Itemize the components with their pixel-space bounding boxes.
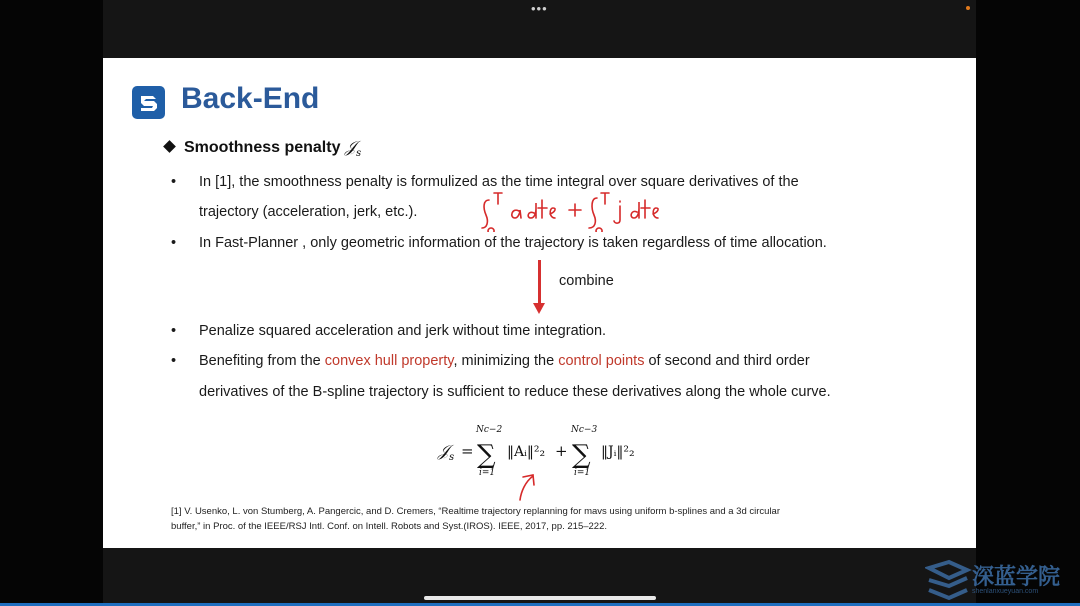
reference-line-1: [1] V. Usenko, L. von Stumberg, A. Pangercic, and D. Cremers, “Realtime trajectory replanning for mavs using uniform b-splines and a 3d circular <box>171 506 780 517</box>
watermark-text: 深蓝学院 <box>972 564 1061 589</box>
bullet-4-cont <box>171 377 891 407</box>
recording-indicator-icon <box>966 6 970 10</box>
handwritten-pointer-annotation <box>513 470 543 502</box>
slide <box>103 58 976 548</box>
bullet-text: of second and third order <box>644 353 810 369</box>
svg-text:i=1: i=1 <box>479 468 496 478</box>
bullet-text: derivatives of the B-spline trajectory is sufficient to reduce these derivatives along the whole curve. <box>199 384 831 400</box>
section-heading: Smoothness penalty 𝒥$_s$ <box>165 137 361 159</box>
bullet-text: , minimizing the <box>453 353 559 369</box>
combine-arrow <box>538 260 541 304</box>
svg-text:s: s <box>449 452 455 463</box>
highlighted-term: control points <box>558 353 645 369</box>
svg-text:Nc−3: Nc−3 <box>571 425 598 435</box>
left-black-border <box>0 0 103 606</box>
arrow-down-icon <box>533 303 545 314</box>
reference-line-2: buffer,” in Proc. of the IEEE/RSJ Intl. Conf. on Intell. Robots and Syst.(IROS). IEEE, 2017, pp. 215–222. <box>171 521 608 532</box>
bullet-text: In [1], the smoothness penalty is formulized as the time integral over square derivatives of the <box>199 174 799 190</box>
home-indicator[interactable] <box>424 596 656 600</box>
bullet-text: Penalize squared acceleration and jerk without time integration. <box>199 323 607 339</box>
watermark-url: shenlanxueyuan.com <box>972 588 1039 595</box>
svg-text:i=1: i=1 <box>574 468 591 478</box>
svg-text:Nc−2: Nc−2 <box>476 425 503 435</box>
bullet-2: • In Fast-Planner , only geometric information of the trajectory is taken regardless of time allocation. <box>171 235 827 251</box>
highlighted-term: convex hull property <box>324 353 454 369</box>
diamond-bullet-icon <box>163 140 176 153</box>
svg-text:𝒥: 𝒥 <box>438 441 450 460</box>
svg-text:=: = <box>461 442 474 460</box>
svg-text:+: + <box>555 442 568 460</box>
reference <box>171 504 911 534</box>
bullet-text: In Fast-Planner , only geometric information of the trajectory is taken regardless of time allocation. <box>199 235 827 251</box>
svg-text:∑: ∑ <box>572 440 591 470</box>
more-options-icon[interactable]: ••• <box>531 1 548 16</box>
bullet-1: • In [1], the smoothness penalty is formulized as the time integral over square derivatives of the <box>171 174 799 190</box>
svg-text:‖Jᵢ‖²₂: ‖Jᵢ‖²₂ <box>601 444 635 460</box>
svg-text:∑: ∑ <box>477 440 496 470</box>
combine-label: combine <box>559 273 614 289</box>
handwritten-integral-annotation <box>477 190 692 232</box>
right-black-border <box>976 0 1080 606</box>
bullet-text: Benefiting from the <box>199 353 325 369</box>
bullet-3: • Penalize squared acceleration and jerk without time integration. <box>171 323 607 339</box>
logo-icon <box>132 86 165 119</box>
bullet-4: • Benefiting from the convex hull property, minimizing the control points of second and third order <box>171 353 810 369</box>
smoothness-formula <box>433 418 653 483</box>
bullet-text: trajectory (acceleration, jerk, etc.). <box>199 204 418 220</box>
svg-text:‖Aᵢ‖²₂: ‖Aᵢ‖²₂ <box>507 444 546 460</box>
slide-title: Back-End <box>181 82 320 115</box>
